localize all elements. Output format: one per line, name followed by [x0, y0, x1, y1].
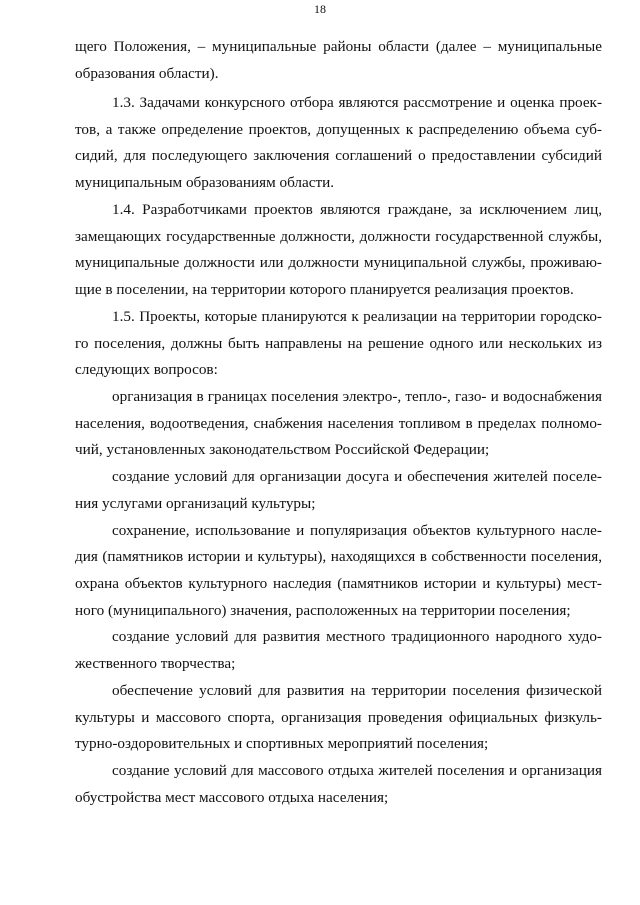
text-line: муниципальным образованиям области. [75, 174, 335, 191]
list-item-first-line: создание условий для массового отдыха жителей поселения и организация [112, 762, 602, 779]
text-line: го поселения, должны быть направлены на решение одного или нескольких из [75, 335, 602, 352]
text-line: культуры и массового спорта, организация проведения официальных физкуль- [75, 709, 602, 726]
text-line: щего Положения, – муниципальные районы области (далее – муниципальные [75, 38, 602, 55]
text-line: обустройства мест массового отдыха населения; [75, 789, 389, 806]
list-item-first-line: создание условий для организации досуга и обеспечения жителей поселе- [112, 468, 602, 485]
text-line: турно-оздоровительных и спортивных мероприятий поселения; [75, 735, 489, 752]
text-line: тов, а также определение проектов, допущенных к распределению объема суб- [75, 121, 602, 138]
text-line: сидий, для последующего заключения соглашений о предоставлении субсидий [75, 147, 602, 164]
list-item-first-line: организация в границах поселения электро-, тепло-, газо- и водоснабжения [112, 388, 602, 405]
text-line: замещающих государственные должности, должности государственной службы, [75, 228, 602, 245]
text-line: следующих вопросов: [75, 361, 218, 378]
text-line: муниципальные должности или должности муниципальной службы, проживаю- [75, 254, 602, 271]
list-item-first-line: сохранение, использование и популяризация объектов культурного насле- [112, 522, 602, 539]
paragraph-1-3-first-line: 1.3. Задачами конкурсного отбора являются рассмотрение и оценка проек- [112, 94, 602, 111]
text-line: чий, установленных законодательством Российской Федерации; [75, 441, 490, 458]
text-line: образования области). [75, 65, 219, 82]
text-line: охрана объектов культурного наследия (памятников истории и культуры) мест- [75, 575, 602, 592]
text-line: ния услугами организаций культуры; [75, 495, 316, 512]
paragraph-1-5-first-line: 1.5. Проекты, которые планируются к реализации на территории городско- [112, 308, 602, 325]
text-line: жественного творчества; [75, 655, 236, 672]
list-item-first-line: создание условий для развития местного традиционного народного худо- [112, 628, 602, 645]
text-line: ного (муниципального) значения, расположенных на территории поселения; [75, 602, 571, 619]
text-line: дия (памятников истории и культуры), находящихся в собственности поселения, [75, 548, 602, 565]
page-number: 18 [314, 2, 326, 16]
paragraph-1-4-first-line: 1.4. Разработчиками проектов являются граждане, за исключением лиц, [112, 201, 602, 218]
list-item-first-line: обеспечение условий для развития на территории поселения физической [112, 682, 602, 699]
text-line: щие в поселении, на территории которого планируется реализация проектов. [75, 281, 574, 298]
text-line: населения, водоотведения, снабжения населения топливом в пределах полномо- [75, 415, 602, 432]
